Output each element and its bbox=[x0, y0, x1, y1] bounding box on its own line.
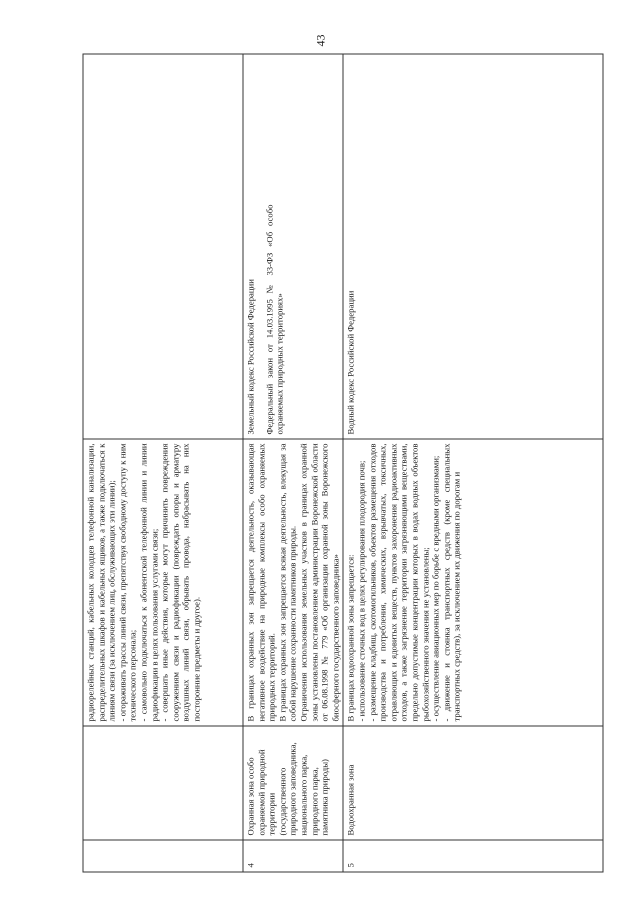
restriction-text: - использование сточных вод в целях регулирования плодородия почв; bbox=[355, 460, 366, 721]
restriction-text: В границах охранных зон запрещается деятельность, оказывающая негативное воздействие на природные комплексы особо охраняемых природных территорий. bbox=[245, 443, 277, 721]
restriction-text: Ограничения использования земельных участков в границах охранной зоны установлены постановлением администрации Воронежской области от 06.08.1998 № 779 «Об организации охранной зоны Воронежского биосферного государственного заповедника» bbox=[297, 443, 340, 721]
zone-name-cell: Водоохранная зона bbox=[343, 726, 603, 840]
row-number-cell: 4 bbox=[243, 840, 343, 872]
restriction-text: В границах охранных зон запрещается всякая деятельность, влекущая за собой нарушение сохранности памятников природы. bbox=[276, 443, 298, 721]
restrictions-cell bbox=[343, 439, 603, 726]
restrictions-table-container bbox=[82, 54, 589, 872]
legal-basis-cell bbox=[243, 54, 343, 439]
zone-name-cell bbox=[83, 726, 243, 840]
law-reference: Водный кодекс Российской Федерации bbox=[345, 290, 356, 434]
restriction-text: - совершать иные действия, которые могут причинить повреждения сооружениям связи и радиофикации (повреждать опоры и арматуру воздушных линий связи, обрывать провода, набрасывать на них посторонние предметы и другое). bbox=[159, 443, 201, 721]
page-number: 43 bbox=[313, 34, 328, 47]
restriction-text: - огораживать трассы линий связи, препятствуя свободному доступу к ним технического персонала; bbox=[116, 443, 138, 721]
zone-name-cell: Охранная зона особо охраняемой природной территории (государственного природного заповедника, национального парка, природного парка, памятника природы) bbox=[243, 726, 343, 840]
legal-basis-cell bbox=[343, 54, 603, 439]
legal-basis-cell bbox=[83, 54, 243, 439]
restriction-text: В границах водоохранной зоны запрещается: bbox=[345, 553, 356, 721]
row-number-cell: 5 bbox=[343, 840, 603, 872]
restrictions-cell bbox=[83, 439, 243, 726]
law-reference: Земельный кодекс Российской Федерации bbox=[245, 278, 255, 434]
restriction-text: - размещение кладбищ, скотомогильников, объектов размещения отходов производства и потребления, химических, взрывчатых, токсичных, отравляющих и ядовитых веществ, пунктов захоронения радиоактивных отходов, а также загрязнение территории загрязняющими веществами, предельно допустимые концентрации которых в водах водных объектов рыбохозяйственного значения не установлены; bbox=[366, 443, 430, 721]
restriction-text: - осуществление авиационных мер по борьбе с вредными организмами; bbox=[430, 455, 441, 721]
restriction-text: - движение и стоянка транспортных средств (кроме специальных транспортных средств), за исключением их движения по дорогам и bbox=[440, 443, 462, 721]
restriction-text: - самовольно подключаться к абонентской телефонной линии и линии радиофикации в целях пользования услугами связи; bbox=[137, 443, 159, 721]
restriction-text: радиорелейных станций, кабельных колодцев телефонной канализации, распределительных шкафов и кабельных ящиков, а также подключаться к линиям связи (за исключением лиц, обслуживающих эти линии); bbox=[85, 443, 117, 721]
restrictions-table bbox=[82, 53, 603, 872]
law-reference: Федеральный закон от 14.03.1995 № 33-ФЗ «Об особо охраняемых природных территориях» bbox=[263, 204, 285, 434]
table-row bbox=[83, 54, 243, 872]
row-number-cell bbox=[83, 840, 243, 872]
table-row bbox=[343, 54, 603, 872]
restrictions-cell bbox=[243, 439, 343, 726]
table-row bbox=[243, 54, 343, 872]
